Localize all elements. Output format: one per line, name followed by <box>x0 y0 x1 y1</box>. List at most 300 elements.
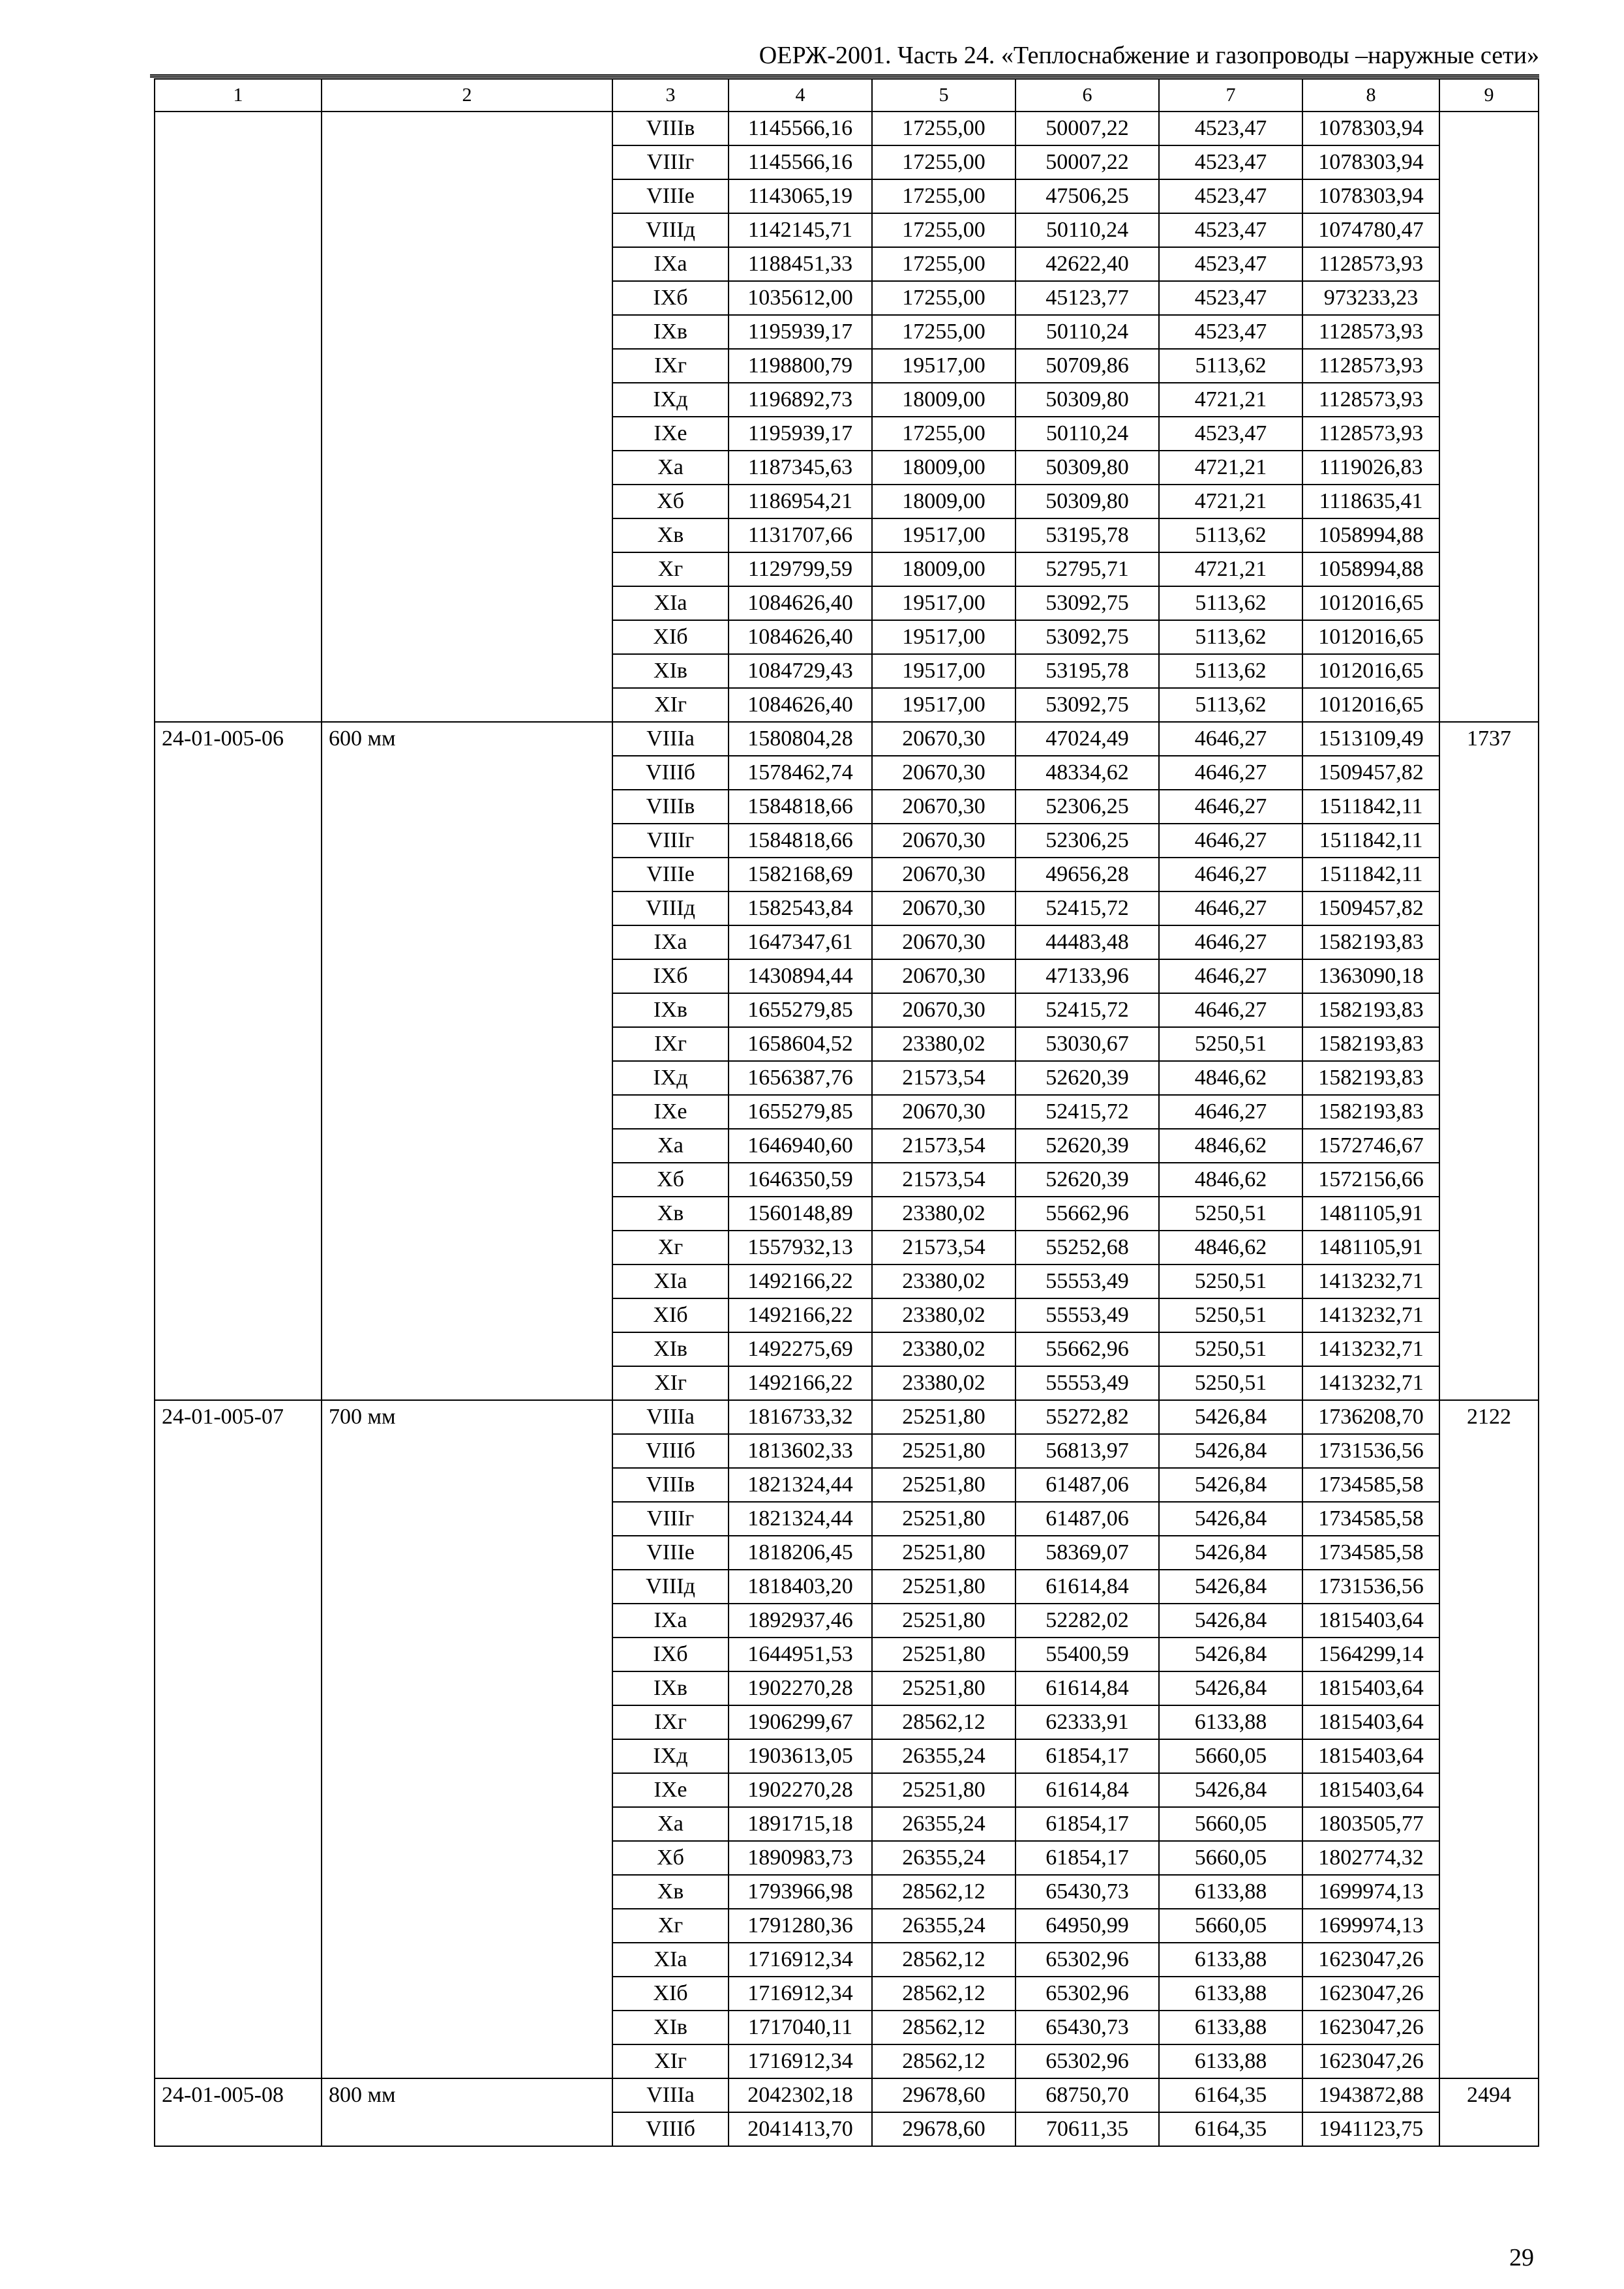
zone-cell: VIIIд <box>612 213 729 247</box>
value-cell: 1012016,65 <box>1302 688 1439 722</box>
value-cell: 1128573,93 <box>1302 315 1439 349</box>
value-cell: 28562,12 <box>872 2044 1015 2078</box>
value-cell: 1815403,64 <box>1302 1671 1439 1705</box>
value-cell: 1903613,05 <box>729 1739 872 1773</box>
value-cell: 56813,97 <box>1015 1434 1159 1468</box>
value-cell: 1815403,64 <box>1302 1705 1439 1739</box>
zone-cell: XIв <box>612 654 729 688</box>
value-cell: 52620,39 <box>1015 1163 1159 1197</box>
value-cell: 55662,96 <box>1015 1332 1159 1366</box>
column-header: 7 <box>1159 79 1302 112</box>
value-cell: 70611,35 <box>1015 2112 1159 2146</box>
value-cell: 1655279,85 <box>729 1095 872 1129</box>
value-cell: 58369,07 <box>1015 1536 1159 1570</box>
value-cell: 1128573,93 <box>1302 383 1439 417</box>
value-cell: 1793966,98 <box>729 1875 872 1909</box>
value-cell: 52306,25 <box>1015 790 1159 824</box>
value-cell: 5660,05 <box>1159 1739 1302 1773</box>
value-cell: 4523,47 <box>1159 179 1302 213</box>
value-cell: 1802774,32 <box>1302 1841 1439 1875</box>
value-cell: 1129799,59 <box>729 552 872 586</box>
value-cell: 1818403,20 <box>729 1570 872 1604</box>
value-cell: 19517,00 <box>872 349 1015 383</box>
value-cell: 5426,84 <box>1159 1502 1302 1536</box>
value-cell: 1195939,17 <box>729 417 872 451</box>
zone-cell: IXв <box>612 1671 729 1705</box>
value-cell: 25251,80 <box>872 1570 1015 1604</box>
value-cell: 49656,28 <box>1015 858 1159 891</box>
value-cell: 20670,30 <box>872 993 1015 1027</box>
value-cell: 1656387,76 <box>729 1061 872 1095</box>
value-cell: 4846,62 <box>1159 1163 1302 1197</box>
zone-cell: Xб <box>612 1163 729 1197</box>
value-cell: 50007,22 <box>1015 145 1159 179</box>
value-cell: 18009,00 <box>872 552 1015 586</box>
column-header: 4 <box>729 79 872 112</box>
value-cell: 29678,60 <box>872 2112 1015 2146</box>
value-cell: 50309,80 <box>1015 485 1159 518</box>
value-cell: 1513109,49 <box>1302 722 1439 756</box>
column-9-cell: 2494 <box>1439 2078 1539 2146</box>
page-number: 29 <box>1509 2244 1534 2271</box>
value-cell: 19517,00 <box>872 620 1015 654</box>
value-cell: 17255,00 <box>872 112 1015 145</box>
value-cell: 68750,70 <box>1015 2078 1159 2112</box>
value-cell: 1084626,40 <box>729 620 872 654</box>
value-cell: 17255,00 <box>872 417 1015 451</box>
value-cell: 5113,62 <box>1159 518 1302 552</box>
value-cell: 1119026,83 <box>1302 451 1439 485</box>
zone-cell: XIв <box>612 1332 729 1366</box>
value-cell: 1644951,53 <box>729 1638 872 1671</box>
value-cell: 1195939,17 <box>729 315 872 349</box>
value-cell: 1413232,71 <box>1302 1366 1439 1400</box>
value-cell: 1413232,71 <box>1302 1332 1439 1366</box>
value-cell: 1560148,89 <box>729 1197 872 1231</box>
value-cell: 26355,24 <box>872 1807 1015 1841</box>
zone-cell: XIг <box>612 688 729 722</box>
value-cell: 17255,00 <box>872 145 1015 179</box>
value-cell: 1803505,77 <box>1302 1807 1439 1841</box>
value-cell: 17255,00 <box>872 179 1015 213</box>
value-cell: 1582168,69 <box>729 858 872 891</box>
value-cell: 1481105,91 <box>1302 1231 1439 1264</box>
value-cell: 2042302,18 <box>729 2078 872 2112</box>
value-cell: 18009,00 <box>872 383 1015 417</box>
value-cell: 1815403,64 <box>1302 1604 1439 1638</box>
value-cell: 17255,00 <box>872 281 1015 315</box>
value-cell: 1492275,69 <box>729 1332 872 1366</box>
value-cell: 47024,49 <box>1015 722 1159 756</box>
zone-cell: XIб <box>612 620 729 654</box>
zone-cell: IXа <box>612 247 729 281</box>
value-cell: 1084729,43 <box>729 654 872 688</box>
column-header: 8 <box>1302 79 1439 112</box>
column-header: 1 <box>155 79 322 112</box>
value-cell: 5250,51 <box>1159 1366 1302 1400</box>
value-cell: 50709,86 <box>1015 349 1159 383</box>
value-cell: 21573,54 <box>872 1061 1015 1095</box>
table-body <box>155 112 1539 2146</box>
value-cell: 5113,62 <box>1159 349 1302 383</box>
value-cell: 23380,02 <box>872 1027 1015 1061</box>
value-cell: 4523,47 <box>1159 213 1302 247</box>
value-cell: 1492166,22 <box>729 1264 872 1298</box>
value-cell: 1655279,85 <box>729 993 872 1027</box>
value-cell: 4523,47 <box>1159 145 1302 179</box>
zone-cell: IXв <box>612 315 729 349</box>
price-table <box>154 78 1539 2147</box>
value-cell: 1891715,18 <box>729 1807 872 1841</box>
value-cell: 4646,27 <box>1159 993 1302 1027</box>
value-cell: 25251,80 <box>872 1536 1015 1570</box>
value-cell: 1128573,93 <box>1302 349 1439 383</box>
value-cell: 19517,00 <box>872 688 1015 722</box>
value-cell: 1074780,47 <box>1302 213 1439 247</box>
zone-cell: IXд <box>612 1739 729 1773</box>
value-cell: 1078303,94 <box>1302 145 1439 179</box>
value-cell: 1582193,83 <box>1302 1095 1439 1129</box>
value-cell: 5426,84 <box>1159 1638 1302 1671</box>
value-cell: 4721,21 <box>1159 485 1302 518</box>
value-cell: 1128573,93 <box>1302 247 1439 281</box>
value-cell: 1557932,13 <box>729 1231 872 1264</box>
value-cell: 61614,84 <box>1015 1773 1159 1807</box>
value-cell: 25251,80 <box>872 1468 1015 1502</box>
value-cell: 55272,82 <box>1015 1400 1159 1434</box>
value-cell: 53195,78 <box>1015 654 1159 688</box>
value-cell: 1734585,58 <box>1302 1468 1439 1502</box>
value-cell: 5250,51 <box>1159 1298 1302 1332</box>
value-cell: 1084626,40 <box>729 688 872 722</box>
value-cell: 1196892,73 <box>729 383 872 417</box>
value-cell: 6164,35 <box>1159 2078 1302 2112</box>
value-cell: 4646,27 <box>1159 756 1302 790</box>
diameter-cell <box>322 112 612 722</box>
value-cell: 52282,02 <box>1015 1604 1159 1638</box>
value-cell: 1509457,82 <box>1302 891 1439 925</box>
value-cell: 1509457,82 <box>1302 756 1439 790</box>
value-cell: 1580804,28 <box>729 722 872 756</box>
zone-cell: VIIIд <box>612 891 729 925</box>
value-cell: 29678,60 <box>872 2078 1015 2112</box>
resource-code-cell: 24-01-005-08 <box>155 2078 322 2146</box>
value-cell: 5113,62 <box>1159 620 1302 654</box>
zone-cell: IXд <box>612 383 729 417</box>
value-cell: 1818206,45 <box>729 1536 872 1570</box>
value-cell: 5426,84 <box>1159 1773 1302 1807</box>
value-cell: 5426,84 <box>1159 1604 1302 1638</box>
value-cell: 2041413,70 <box>729 2112 872 2146</box>
zone-cell: XIв <box>612 2011 729 2044</box>
value-cell: 50110,24 <box>1015 213 1159 247</box>
value-cell: 26355,24 <box>872 1909 1015 1943</box>
value-cell: 1058994,88 <box>1302 552 1439 586</box>
value-cell: 5660,05 <box>1159 1909 1302 1943</box>
value-cell: 65430,73 <box>1015 1875 1159 1909</box>
value-cell: 6133,88 <box>1159 2044 1302 2078</box>
value-cell: 1623047,26 <box>1302 1943 1439 1977</box>
value-cell: 61487,06 <box>1015 1502 1159 1536</box>
value-cell: 1734585,58 <box>1302 1502 1439 1536</box>
zone-cell: VIIIе <box>612 179 729 213</box>
value-cell: 1582193,83 <box>1302 1061 1439 1095</box>
value-cell: 44483,48 <box>1015 925 1159 959</box>
column-number-row <box>155 79 1539 112</box>
value-cell: 1186954,21 <box>729 485 872 518</box>
value-cell: 1815403,64 <box>1302 1773 1439 1807</box>
value-cell: 21573,54 <box>872 1231 1015 1264</box>
value-cell: 47133,96 <box>1015 959 1159 993</box>
value-cell: 21573,54 <box>872 1163 1015 1197</box>
zone-cell: Xв <box>612 518 729 552</box>
value-cell: 5426,84 <box>1159 1434 1302 1468</box>
zone-cell: VIIIб <box>612 1434 729 1468</box>
value-cell: 1813602,33 <box>729 1434 872 1468</box>
value-cell: 20670,30 <box>872 722 1015 756</box>
column-header: 6 <box>1015 79 1159 112</box>
value-cell: 19517,00 <box>872 518 1015 552</box>
value-cell: 1128573,93 <box>1302 417 1439 451</box>
value-cell: 1646940,60 <box>729 1129 872 1163</box>
diameter-cell: 600 мм <box>322 722 612 1400</box>
value-cell: 50110,24 <box>1015 315 1159 349</box>
value-cell: 1430894,44 <box>729 959 872 993</box>
zone-cell: XIб <box>612 1298 729 1332</box>
value-cell: 4646,27 <box>1159 925 1302 959</box>
zone-cell: IXб <box>612 959 729 993</box>
zone-cell: Xа <box>612 1129 729 1163</box>
value-cell: 50110,24 <box>1015 417 1159 451</box>
value-cell: 1736208,70 <box>1302 1400 1439 1434</box>
zone-cell: VIIIб <box>612 756 729 790</box>
value-cell: 17255,00 <box>872 315 1015 349</box>
resource-code-cell: 24-01-005-07 <box>155 1400 322 2078</box>
zone-cell: VIIIг <box>612 824 729 858</box>
value-cell: 23380,02 <box>872 1298 1015 1332</box>
column-header: 9 <box>1439 79 1539 112</box>
value-cell: 52415,72 <box>1015 1095 1159 1129</box>
zone-cell: Xг <box>612 1231 729 1264</box>
value-cell: 1582193,83 <box>1302 993 1439 1027</box>
zone-cell: Xб <box>612 1841 729 1875</box>
value-cell: 1012016,65 <box>1302 654 1439 688</box>
value-cell: 42622,40 <box>1015 247 1159 281</box>
column-9-cell: 1737 <box>1439 722 1539 1400</box>
value-cell: 1699974,13 <box>1302 1909 1439 1943</box>
value-cell: 4523,47 <box>1159 417 1302 451</box>
value-cell: 61854,17 <box>1015 1841 1159 1875</box>
value-cell: 20670,30 <box>872 959 1015 993</box>
value-cell: 4646,27 <box>1159 891 1302 925</box>
value-cell: 5660,05 <box>1159 1841 1302 1875</box>
value-cell: 25251,80 <box>872 1434 1015 1468</box>
value-cell: 18009,00 <box>872 485 1015 518</box>
zone-cell: IXе <box>612 1095 729 1129</box>
value-cell: 1716912,34 <box>729 1943 872 1977</box>
value-cell: 65302,96 <box>1015 2044 1159 2078</box>
value-cell: 1564299,14 <box>1302 1638 1439 1671</box>
value-cell: 1582193,83 <box>1302 1027 1439 1061</box>
value-cell: 52795,71 <box>1015 552 1159 586</box>
value-cell: 47506,25 <box>1015 179 1159 213</box>
value-cell: 17255,00 <box>872 213 1015 247</box>
value-cell: 1363090,18 <box>1302 959 1439 993</box>
value-cell: 6133,88 <box>1159 2011 1302 2044</box>
value-cell: 1816733,32 <box>729 1400 872 1434</box>
value-cell: 28562,12 <box>872 1875 1015 1909</box>
zone-cell: IXг <box>612 1027 729 1061</box>
running-header-title: ОЕРЖ-2001. Часть 24. «Теплоснабжение и газопроводы –наружные сети» <box>759 42 1539 69</box>
value-cell: 20670,30 <box>872 925 1015 959</box>
value-cell: 1145566,16 <box>729 145 872 179</box>
value-cell: 973233,23 <box>1302 281 1439 315</box>
value-cell: 20670,30 <box>872 824 1015 858</box>
running-header <box>150 37 1539 78</box>
value-cell: 5250,51 <box>1159 1027 1302 1061</box>
table-row <box>155 112 1539 145</box>
zone-cell: XIа <box>612 1943 729 1977</box>
zone-cell: VIIIа <box>612 722 729 756</box>
value-cell: 28562,12 <box>872 2011 1015 2044</box>
zone-cell: VIIIв <box>612 112 729 145</box>
value-cell: 20670,30 <box>872 1095 1015 1129</box>
value-cell: 1511842,11 <box>1302 790 1439 824</box>
zone-cell: Xг <box>612 552 729 586</box>
value-cell: 1413232,71 <box>1302 1298 1439 1332</box>
value-cell: 5113,62 <box>1159 586 1302 620</box>
resource-code-cell <box>155 112 322 722</box>
value-cell: 1731536,56 <box>1302 1434 1439 1468</box>
zone-cell: VIIIа <box>612 1400 729 1434</box>
value-cell: 1492166,22 <box>729 1366 872 1400</box>
value-cell: 55252,68 <box>1015 1231 1159 1264</box>
value-cell: 55553,49 <box>1015 1264 1159 1298</box>
value-cell: 1821324,44 <box>729 1468 872 1502</box>
zone-cell: IXв <box>612 993 729 1027</box>
value-cell: 50309,80 <box>1015 451 1159 485</box>
zone-cell: VIIIв <box>612 1468 729 1502</box>
value-cell: 23380,02 <box>872 1197 1015 1231</box>
value-cell: 26355,24 <box>872 1739 1015 1773</box>
value-cell: 17255,00 <box>872 247 1015 281</box>
zone-cell: VIIIе <box>612 858 729 891</box>
value-cell: 1821324,44 <box>729 1502 872 1536</box>
value-cell: 52620,39 <box>1015 1129 1159 1163</box>
column-header: 2 <box>322 79 612 112</box>
value-cell: 4646,27 <box>1159 1095 1302 1129</box>
value-cell: 5250,51 <box>1159 1264 1302 1298</box>
zone-cell: IXг <box>612 1705 729 1739</box>
value-cell: 1188451,33 <box>729 247 872 281</box>
value-cell: 1658604,52 <box>729 1027 872 1061</box>
value-cell: 6133,88 <box>1159 1943 1302 1977</box>
value-cell: 1941123,75 <box>1302 2112 1439 2146</box>
value-cell: 28562,12 <box>872 1943 1015 1977</box>
value-cell: 20670,30 <box>872 891 1015 925</box>
value-cell: 65302,96 <box>1015 1977 1159 2011</box>
value-cell: 61854,17 <box>1015 1739 1159 1773</box>
value-cell: 1582193,83 <box>1302 925 1439 959</box>
value-cell: 61614,84 <box>1015 1570 1159 1604</box>
value-cell: 5426,84 <box>1159 1570 1302 1604</box>
value-cell: 5426,84 <box>1159 1671 1302 1705</box>
value-cell: 1623047,26 <box>1302 2011 1439 2044</box>
value-cell: 1906299,67 <box>729 1705 872 1739</box>
value-cell: 4646,27 <box>1159 722 1302 756</box>
zone-cell: XIг <box>612 2044 729 2078</box>
value-cell: 55662,96 <box>1015 1197 1159 1231</box>
value-cell: 1647347,61 <box>729 925 872 959</box>
value-cell: 1731536,56 <box>1302 1570 1439 1604</box>
value-cell: 6164,35 <box>1159 2112 1302 2146</box>
value-cell: 19517,00 <box>872 586 1015 620</box>
value-cell: 21573,54 <box>872 1129 1015 1163</box>
value-cell: 1584818,66 <box>729 790 872 824</box>
value-cell: 53092,75 <box>1015 620 1159 654</box>
value-cell: 1582543,84 <box>729 891 872 925</box>
zone-cell: VIIIв <box>612 790 729 824</box>
value-cell: 1623047,26 <box>1302 2044 1439 2078</box>
value-cell: 65430,73 <box>1015 2011 1159 2044</box>
value-cell: 4523,47 <box>1159 315 1302 349</box>
value-cell: 1892937,46 <box>729 1604 872 1638</box>
column-9-cell: 2122 <box>1439 1400 1539 2078</box>
value-cell: 4646,27 <box>1159 790 1302 824</box>
value-cell: 1511842,11 <box>1302 858 1439 891</box>
value-cell: 19517,00 <box>872 654 1015 688</box>
value-cell: 23380,02 <box>872 1366 1015 1400</box>
value-cell: 25251,80 <box>872 1773 1015 1807</box>
value-cell: 55400,59 <box>1015 1638 1159 1671</box>
zone-cell: IXа <box>612 1604 729 1638</box>
value-cell: 1012016,65 <box>1302 620 1439 654</box>
value-cell: 1413232,71 <box>1302 1264 1439 1298</box>
value-cell: 1890983,73 <box>729 1841 872 1875</box>
value-cell: 1943872,88 <box>1302 2078 1439 2112</box>
value-cell: 1815403,64 <box>1302 1739 1439 1773</box>
value-cell: 61614,84 <box>1015 1671 1159 1705</box>
zone-cell: VIIIд <box>612 1570 729 1604</box>
resource-code-cell: 24-01-005-06 <box>155 722 322 1400</box>
value-cell: 50007,22 <box>1015 112 1159 145</box>
table-row <box>155 722 1539 756</box>
value-cell: 1078303,94 <box>1302 112 1439 145</box>
value-cell: 4846,62 <box>1159 1231 1302 1264</box>
value-cell: 53092,75 <box>1015 586 1159 620</box>
value-cell: 1058994,88 <box>1302 518 1439 552</box>
value-cell: 28562,12 <box>872 1705 1015 1739</box>
zone-cell: VIIIб <box>612 2112 729 2146</box>
value-cell: 55553,49 <box>1015 1298 1159 1332</box>
value-cell: 1187345,63 <box>729 451 872 485</box>
zone-cell: Xв <box>612 1197 729 1231</box>
value-cell: 5250,51 <box>1159 1197 1302 1231</box>
zone-cell: IXе <box>612 417 729 451</box>
zone-cell: Xв <box>612 1875 729 1909</box>
value-cell: 26355,24 <box>872 1841 1015 1875</box>
value-cell: 4721,21 <box>1159 383 1302 417</box>
value-cell: 1012016,65 <box>1302 586 1439 620</box>
value-cell: 5660,05 <box>1159 1807 1302 1841</box>
value-cell: 25251,80 <box>872 1400 1015 1434</box>
value-cell: 1131707,66 <box>729 518 872 552</box>
value-cell: 52415,72 <box>1015 993 1159 1027</box>
value-cell: 20670,30 <box>872 790 1015 824</box>
value-cell: 55553,49 <box>1015 1366 1159 1400</box>
value-cell: 62333,91 <box>1015 1705 1159 1739</box>
value-cell: 5113,62 <box>1159 654 1302 688</box>
